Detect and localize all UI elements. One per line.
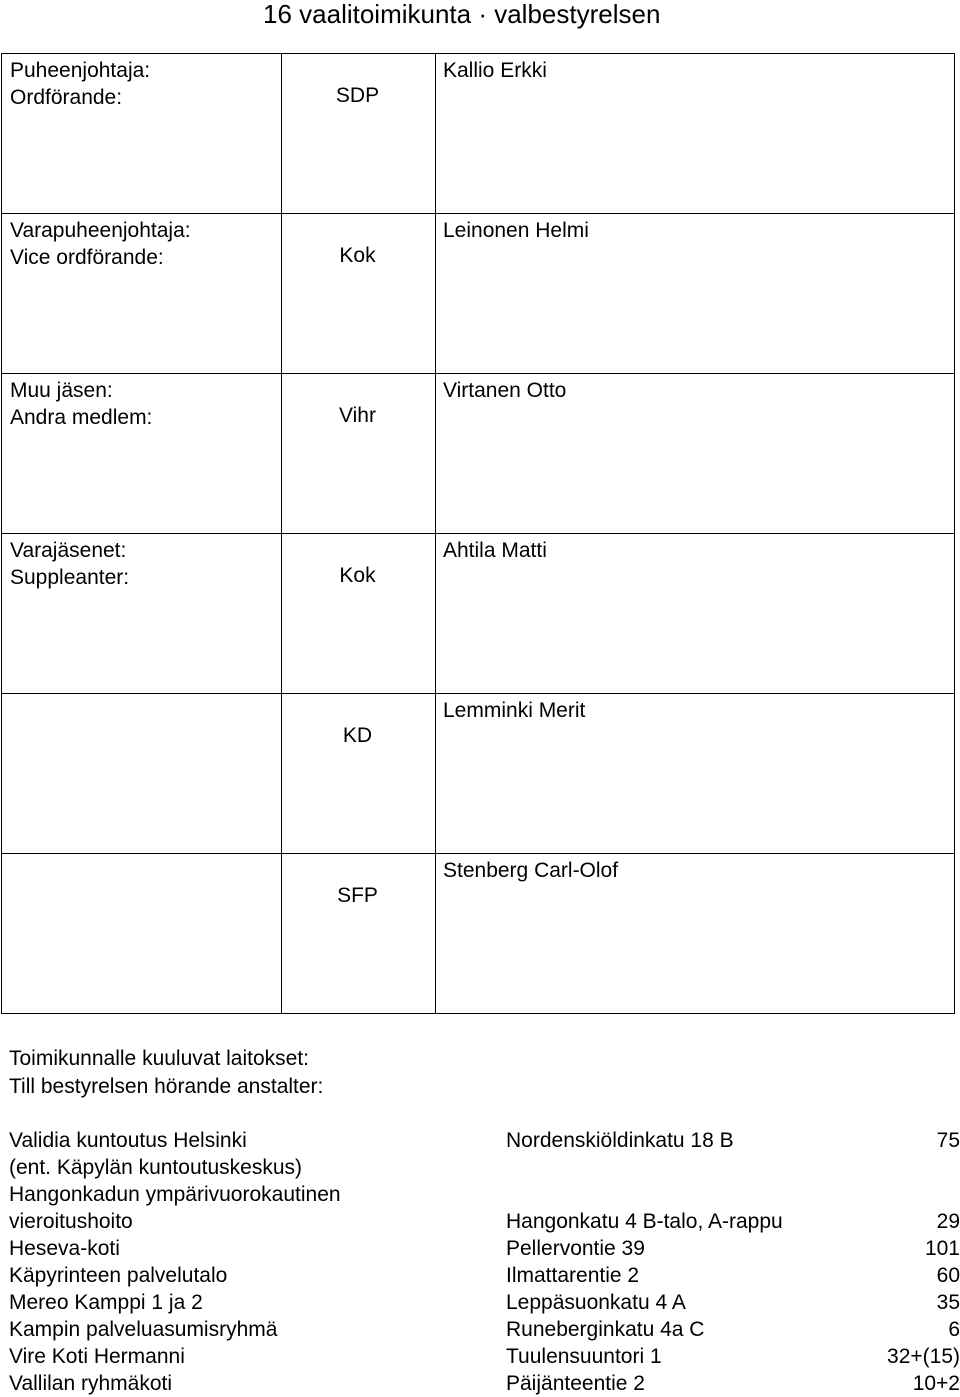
- institutions-heading-fi: Toimikunnalle kuuluvat laitokset:: [9, 1047, 309, 1070]
- member-name: Stenberg Carl-Olof: [443, 859, 619, 882]
- institution-row: [9, 1370, 960, 1397]
- institution-row: [9, 1262, 960, 1289]
- institution-count: 75: [936, 1129, 960, 1152]
- member-row: [2, 374, 955, 534]
- institutions-heading: [9, 1045, 323, 1101]
- institution-name: Vire Koti Hermanni: [9, 1345, 185, 1368]
- institution-address: Hangonkatu 4 B-talo, A-rappu: [506, 1210, 783, 1233]
- member-party-cell: [282, 534, 436, 694]
- member-role: [2, 214, 282, 374]
- member-party: SFP: [337, 884, 378, 907]
- member-party-cell: [282, 374, 436, 534]
- member-party-cell: [282, 214, 436, 374]
- members-table: [1, 53, 955, 1014]
- institution-name: Käpyrinteen palvelutalo: [9, 1264, 228, 1287]
- member-row: [2, 54, 955, 214]
- institution-name: Kampin palveluasumisryhmä: [9, 1318, 278, 1341]
- institution-name: (ent. Käpylän kuntoutuskeskus): [9, 1156, 302, 1179]
- institution-count: 6: [948, 1318, 960, 1341]
- member-name: Ahtila Matti: [443, 539, 547, 562]
- member-name: Kallio Erkki: [443, 59, 547, 82]
- institution-row: [9, 1289, 960, 1316]
- institution-name: vieroitushoito: [9, 1210, 133, 1233]
- member-role: [2, 854, 282, 1014]
- institution-count: 35: [936, 1291, 960, 1314]
- institution-count: 29: [936, 1210, 960, 1233]
- member-role-sv: Vice ordförande:: [10, 246, 164, 269]
- page-title: 16 vaalitoimikunta · valbestyrelsen: [263, 0, 661, 29]
- member-name-cell: [436, 54, 955, 214]
- member-row: [2, 694, 955, 854]
- institutions-heading-sv: Till bestyrelsen hörande anstalter:: [9, 1075, 324, 1098]
- institution-address: Pellervontie 39: [506, 1237, 645, 1260]
- member-role-fi: Puheenjohtaja:: [10, 59, 151, 82]
- institution-address: Leppäsuonkatu 4 A: [506, 1291, 686, 1314]
- member-name-cell: [436, 214, 955, 374]
- member-role-sv: Ordförande:: [10, 86, 123, 109]
- member-name-cell: [436, 374, 955, 534]
- member-name-cell: [436, 694, 955, 854]
- institution-address: Nordenskiöldinkatu 18 B: [506, 1129, 734, 1152]
- institution-address: Runeberginkatu 4a C: [506, 1318, 705, 1341]
- member-party-cell: [282, 694, 436, 854]
- member-row: [2, 534, 955, 694]
- member-role-sv: Suppleanter:: [10, 566, 130, 589]
- member-party: KD: [342, 724, 373, 747]
- member-row: [2, 854, 955, 1014]
- institution-address: Ilmattarentie 2: [506, 1264, 640, 1287]
- member-role-fi: Varajäsenet:: [10, 539, 127, 562]
- member-role-fi: Muu jäsen:: [10, 379, 113, 402]
- institution-name: Heseva-koti: [9, 1237, 120, 1260]
- member-role-sv: Andra medlem:: [10, 406, 153, 429]
- institution-address: Tuulensuuntori 1: [506, 1345, 662, 1368]
- member-name-cell: [436, 854, 955, 1014]
- institution-count: 60: [936, 1264, 960, 1287]
- member-party: Kok: [339, 244, 376, 267]
- institution-row: [9, 1316, 960, 1343]
- member-party-cell: [282, 854, 436, 1014]
- member-party: SDP: [335, 84, 380, 107]
- member-name: Virtanen Otto: [443, 379, 567, 402]
- institution-count: 32+(15): [887, 1345, 960, 1368]
- member-role: [2, 54, 282, 214]
- institution-row: [9, 1235, 960, 1262]
- institution-row: [9, 1343, 960, 1370]
- institution-row: [9, 1127, 960, 1154]
- institution-name: Mereo Kamppi 1 ja 2: [9, 1291, 203, 1314]
- member-party: Vihr: [339, 404, 376, 427]
- member-name: Lemminki Merit: [443, 699, 586, 722]
- member-role-fi: Varapuheenjohtaja:: [10, 219, 191, 242]
- institution-count: 10+2: [912, 1372, 960, 1395]
- member-party-cell: [282, 54, 436, 214]
- institution-name: Vallilan ryhmäkoti: [9, 1372, 173, 1395]
- institution-name: Hangonkadun ympärivuorokautinen: [9, 1183, 341, 1206]
- member-name: Leinonen Helmi: [443, 219, 589, 242]
- member-role: [2, 534, 282, 694]
- institution-row: [9, 1154, 960, 1181]
- institution-count: 101: [924, 1237, 960, 1260]
- institution-row: [9, 1181, 960, 1208]
- institutions-list: [9, 1127, 960, 1397]
- institution-row: [9, 1208, 960, 1235]
- member-name-cell: [436, 534, 955, 694]
- institution-name: Validia kuntoutus Helsinki: [9, 1129, 247, 1152]
- member-party: Kok: [339, 564, 376, 587]
- institution-address: Päijänteentie 2: [506, 1372, 645, 1395]
- member-row: [2, 214, 955, 374]
- member-role: [2, 694, 282, 854]
- member-role: [2, 374, 282, 534]
